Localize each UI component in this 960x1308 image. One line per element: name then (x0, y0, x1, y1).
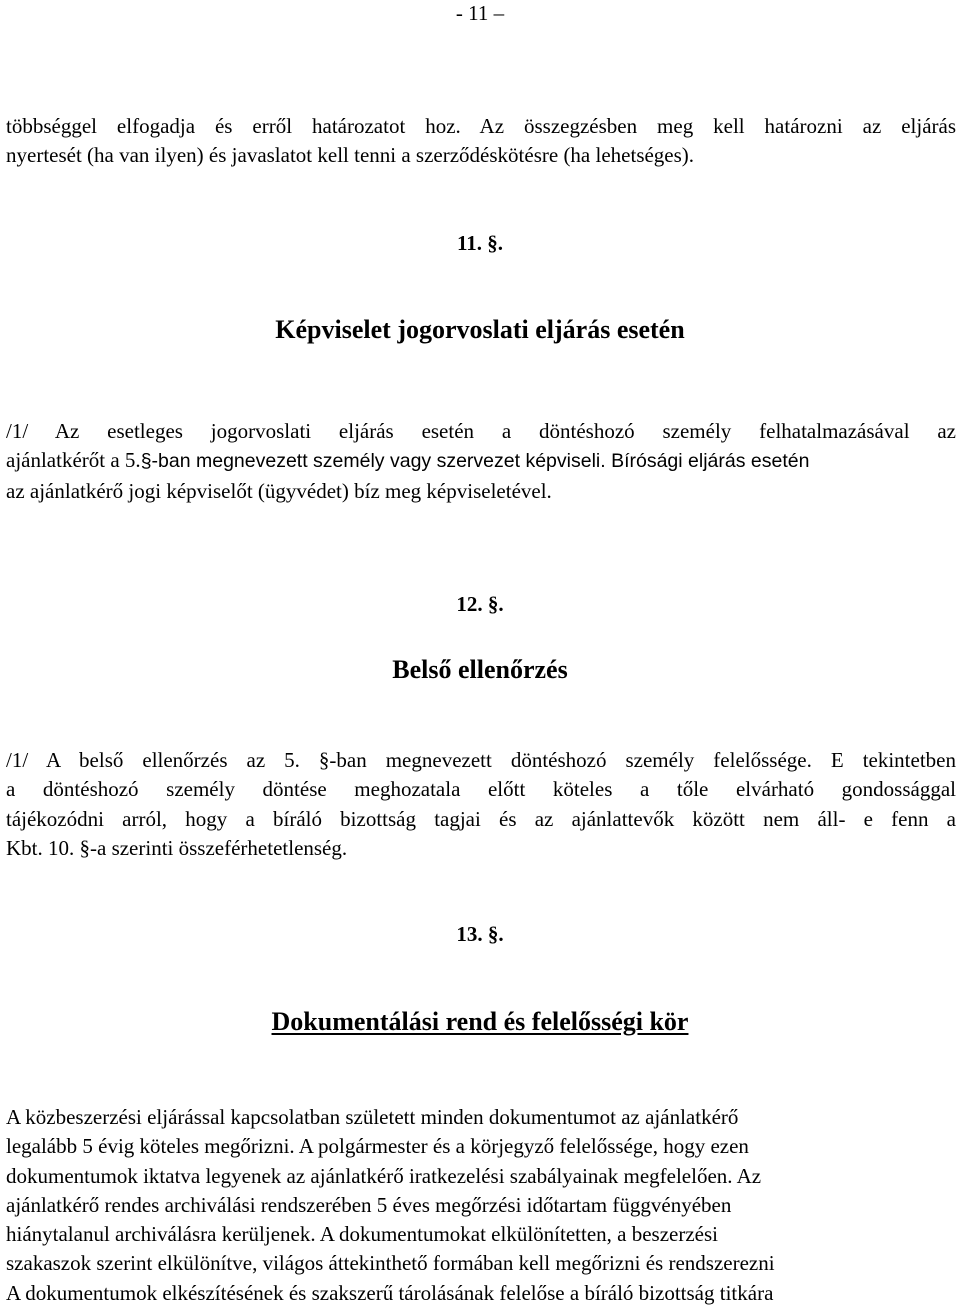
intro-paragraph (6, 112, 956, 171)
section-title: Belső ellenőrzés (392, 655, 568, 684)
paragraph-line: /1/ A belső ellenőrzés az 5. §-ban megnevezett döntéshozó személy felelőssége. E tekintetben (6, 748, 956, 772)
section-number: 11. §. (456, 231, 504, 255)
section-paragraph (6, 417, 956, 506)
paragraph-line: ajánlatkérő rendes archiválási rendszerében 5 éves megőrzési időtartam függvényében (6, 1192, 732, 1217)
section-title: Dokumentálási rend és felelősségi kör (271, 1007, 689, 1036)
paragraph-line: A közbeszerzési eljárással kapcsolatban született minden dokumentumot az ajánlatkérő (6, 1105, 739, 1129)
paragraph-line: legalább 5 évig köteles megőrizni. A polgármester és a körjegyző felelőssége, hogy ezen (6, 1134, 749, 1159)
paragraph-line (6, 446, 956, 476)
page-number: - 11 – (455, 1, 505, 25)
paragraph-line: tájékozódni arról, hogy a bíráló bizottság tagjai és az ajánlattevők között nem áll- e fenn a (6, 806, 956, 831)
section-paragraph (6, 1103, 956, 1308)
paragraph-line (6, 477, 956, 506)
paragraph-line: szakaszok szerint elkülönítve, világos áttekinthető formában kell megőrizni és rendszerezni (6, 1251, 775, 1276)
paragraph-line: a döntéshozó személy döntése meghozatala előtt köteles a tőle elvárható gondossággal (6, 777, 956, 802)
line-text-sans: Bírósági eljárás esetén (605, 450, 810, 473)
line-text-sans: §-ban megnevezett személy vagy szervezet képviseli. (140, 450, 606, 473)
line-text: /1/ Az esetleges jogorvoslati eljárás esetén a döntéshozó személy felhatalmazásával az (6, 419, 956, 443)
line-text: ajánlatkérőt a 5. (6, 448, 141, 473)
paragraph-line: hiánytalanul archiválásra kerüljenek. A dokumentumokat elkülönítetten, a beszerzési (6, 1222, 719, 1247)
section-number: 13. §. (456, 922, 504, 946)
paragraph-line (6, 417, 956, 446)
section-paragraph (6, 746, 956, 863)
line-text: az ajánlatkérő jogi képviselőt (ügyvédet) bíz meg képviseletével. (6, 478, 552, 503)
section-number: 12. §. (456, 592, 504, 616)
section-title: Képviselet jogorvoslati eljárás esetén (275, 315, 685, 344)
paragraph-line: A dokumentumok elkészítésének és szakszerű tárolásának felelőse a bíráló bizottság titkára (6, 1280, 774, 1305)
paragraph-line: többséggel elfogadja és erről határozatot hoz. Az összegzésben meg kell határozni az eljárás (6, 114, 956, 138)
paragraph-line: dokumentumok iktatva legyenek az ajánlatkérő iratkezelési szabályainak megfelelően. Az (6, 1163, 762, 1188)
paragraph-line: Kbt. 10. §-a szerinti összeférhetetlenség. (6, 835, 348, 860)
paragraph-line: nyertesét (ha van ilyen) és javaslatot kell tenni a szerződéskötésre (ha lehetséges). (6, 143, 695, 168)
